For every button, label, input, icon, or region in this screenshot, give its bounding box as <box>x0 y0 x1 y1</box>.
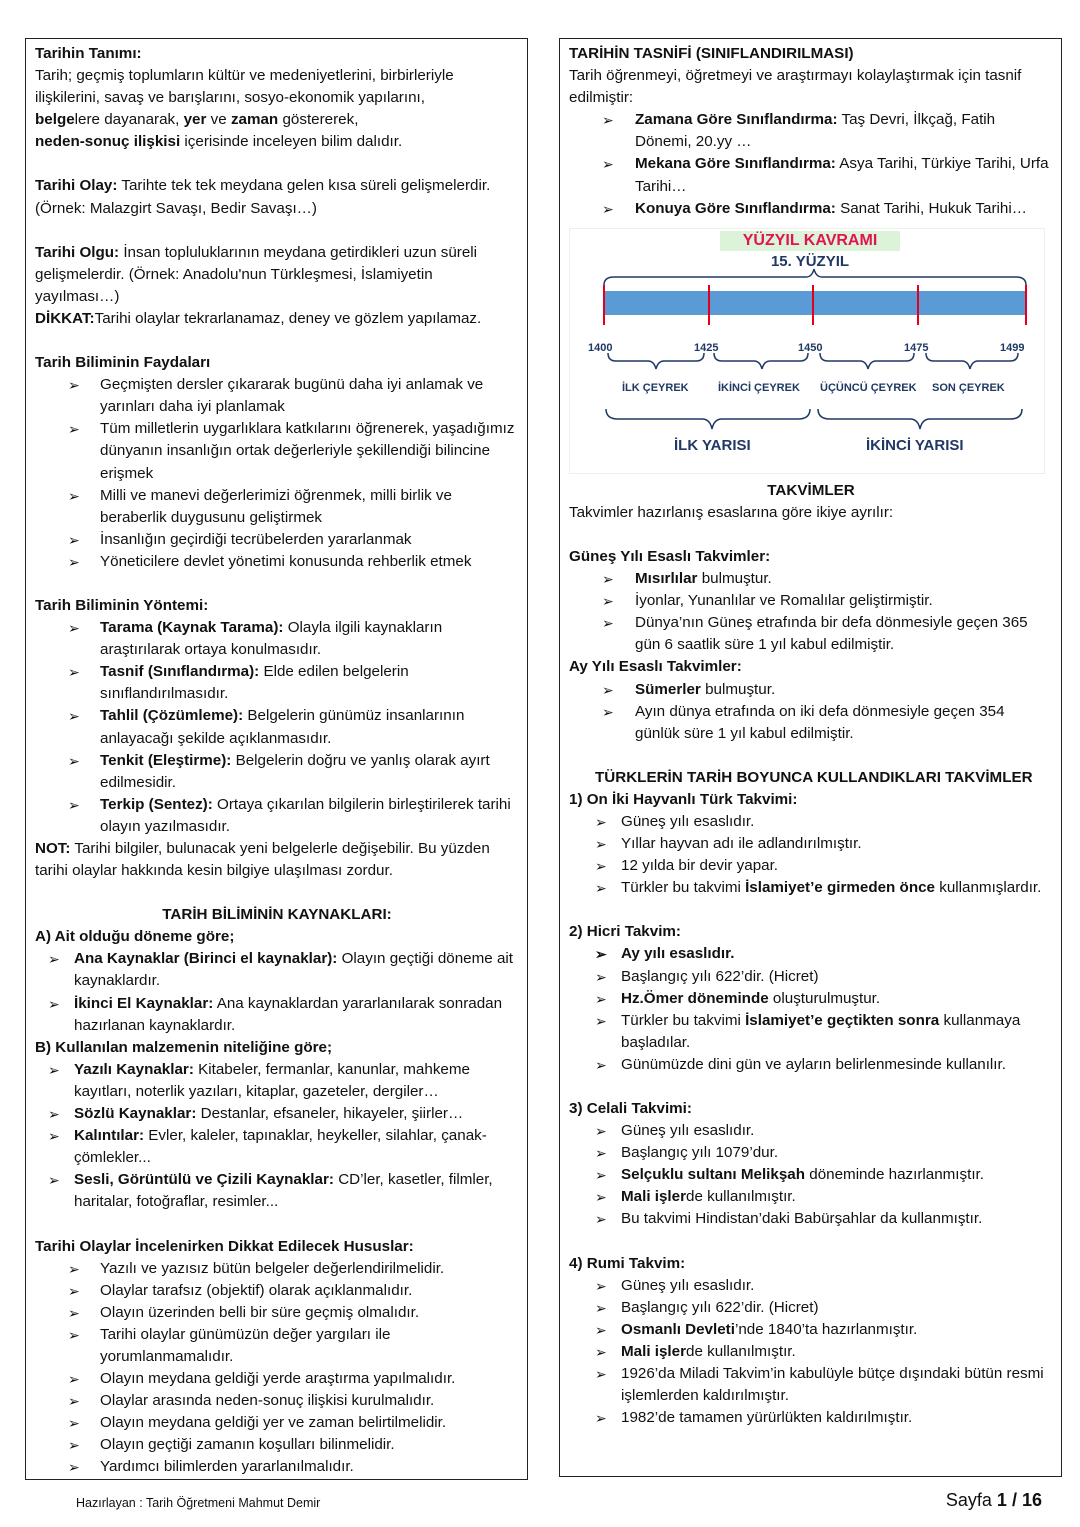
ay-title: Ay Yılı Esaslı Takvimler: <box>569 658 742 676</box>
list-item: ➢ Türkler bu takvimi İslamiyet’e girmeden önce kullanmışlardır. <box>569 877 1053 899</box>
quarter-label: SON ÇEYREK <box>932 381 1005 394</box>
tasnif-title: TARİHİN TASNİFİ (SINIFLANDIRILMASI) <box>569 45 854 62</box>
tanim-text: Tarih; geçmiş toplumların kültür ve medeniyetlerini, birbirleriyle ilişkilerini, savaş ve barışlarını, sosyo-ekonomik yapılarını, belgelere dayanarak, yer ve zaman göstererek, neden-sonuç ilişkisi içerisinde inceleyen bilim dalıdır. <box>35 67 454 151</box>
list-item: ➢ Mısırlılar bulmuştur. <box>569 568 1053 590</box>
list-item: ➢ Ana Kaynaklar (Birinci el kaynaklar): Olayın geçtiği döneme ait kaynaklardır. <box>35 948 519 992</box>
half-brace-2 <box>818 409 1022 429</box>
list-item: ➢ Milli ve manevi değerlerimizi öğrenmek, milli birlik ve beraberlik duygusunu geliştirmek <box>35 485 519 529</box>
quarter-label: İKİNCİ ÇEYREK <box>718 381 800 394</box>
list-item: ➢ Tenkit (Eleştirme): Belgelerin doğru ve yanlış olarak ayırt edilmesidir. <box>35 750 519 794</box>
ay-list <box>569 679 1053 745</box>
list-item: ➢ Mekana Göre Sınıflandırma: Asya Tarihi, Türkiye Tarihi, Urfa Tarihi… <box>569 153 1053 197</box>
t4-list <box>569 1275 1053 1430</box>
tanim-title: Tarihin Tanımı: <box>35 45 142 62</box>
quarter-label: İLK ÇEYREK <box>622 381 689 394</box>
list-item: ➢ Başlangıç yılı 1079’dur. <box>569 1142 1053 1164</box>
page-number: Sayfa 1 / 16 <box>945 1490 1042 1510</box>
list-item: ➢ Ay yılı esaslıdır. <box>569 943 1053 965</box>
list-item: ➢ Hz.Ömer döneminde oluşturulmuştur. <box>569 988 1053 1010</box>
husus-list <box>35 1258 519 1479</box>
list-item: ➢ Tüm milletlerin uygarlıklara katkılarını öğrenerek, yaşadığımız dünyanın insanlığın ortak değerleriyle şekillendiği bilincine erişmek <box>35 418 519 484</box>
list-item: ➢ İnsanlığın geçirdiği tecrübelerden yararlanmak <box>35 529 519 551</box>
list-item: ➢ Sümerler bulmuştur. <box>569 679 1053 701</box>
list-item: ➢ Sözlü Kaynaklar: Destanlar, efsaneler, hikayeler, şiirler… <box>35 1103 519 1125</box>
list-item: ➢ Osmanlı Devleti’nde 1840’ta hazırlanmıştır. <box>569 1319 1053 1341</box>
t1-list <box>569 811 1053 899</box>
list-item: ➢ Terkip (Sentez): Ortaya çıkarılan bilgilerin birleştirilerek tarihi olayın yazılmasıdır. <box>35 794 519 838</box>
takvim-text: Takvimler hazırlanış esaslarına göre ikiye ayrılır: <box>569 503 894 521</box>
list-item: ➢ Güneş yılı esaslıdır. <box>569 811 1053 833</box>
tasnif-list <box>569 109 1053 219</box>
century-brace <box>604 269 1026 285</box>
t2-title: 2) Hicri Takvim: <box>569 923 681 941</box>
author-footer: Hazırlayan : Tarih Öğretmeni Mahmut Demir <box>76 1496 321 1510</box>
list-item: ➢ Mali işlerde kullanılmıştır. <box>569 1186 1053 1208</box>
fayda-title: Tarih Biliminin Faydaları <box>35 354 211 372</box>
kaynak-a-list <box>35 948 519 1036</box>
kaynak-b-list <box>35 1059 519 1214</box>
half-label: İLK YARISI <box>674 436 751 454</box>
list-item: ➢ Dünya’nın Güneş etrafında bir defa dönmesiyle geçen 365 gün 6 saatlik süre 1 yıl kabul edilmiştir. <box>569 612 1053 656</box>
quarter-brace-3 <box>820 353 914 369</box>
list-item: ➢ Yardımcı bilimlerden yararlanılmalıdır. <box>35 1456 519 1478</box>
olgu-text: Tarihi Olgu: İnsan topluluklarının meydana getirdikleri uzun süreli gelişmelerdir. (Örnek: Anadolu'nun Türkleşmesi, İslamiyetin yayılması…) <box>35 243 478 305</box>
quarter-label: ÜÇÜNCÜ ÇEYREK <box>820 381 917 394</box>
list-item: ➢ Mali işlerde kullanılmıştır. <box>569 1341 1053 1363</box>
list-item: ➢ Yıllar hayvan adı ile adlandırılmıştır. <box>569 833 1053 855</box>
list-item: ➢ Olayın üzerinden belli bir süre geçmiş olmalıdır. <box>35 1302 519 1324</box>
list-item: ➢ Yazılı ve yazısız bütün belgeler değerlendirilmelidir. <box>35 1258 519 1280</box>
t4-title: 4) Rumi Takvim: <box>569 1254 686 1272</box>
year-label: 1499 <box>1000 341 1025 354</box>
timeline-title: YÜZYIL KAVRAMI <box>720 231 900 251</box>
gunes-list <box>569 568 1053 656</box>
list-item: ➢ Yazılı Kaynaklar: Kitabeler, fermanlar, kanunlar, mahkeme kayıtları, noterlik yazıları, kitaplar, gazeteler, dergiler… <box>35 1059 519 1103</box>
list-item: ➢ Selçuklu sultanı Melikşah döneminde hazırlanmıştır. <box>569 1164 1053 1186</box>
timeline-bar <box>604 291 1026 315</box>
timeline-subtitle: 15. YÜZYIL <box>770 252 850 270</box>
list-item: ➢ Olayın geçtiği zamanın koşulları bilinmelidir. <box>35 1434 519 1456</box>
year-label: 1400 <box>588 341 613 354</box>
list-item: ➢ Olaylar arasında neden-sonuç ilişkisi kurulmalıdır. <box>35 1390 519 1412</box>
list-item: ➢ Kalıntılar: Evler, kaleler, tapınaklar, heykeller, silahlar, çanak-çömlekler... <box>35 1125 519 1169</box>
turk-takvim-title: TÜRKLERİN TARİH BOYUNCA KULLANDIKLARI TAKVİMLER <box>595 768 1033 786</box>
year-label: 1475 <box>904 341 929 354</box>
list-item: ➢ Olayın meydana geldiği yer ve zaman belirtilmelidir. <box>35 1412 519 1434</box>
list-item: ➢ Güneş yılı esaslıdır. <box>569 1120 1053 1142</box>
half-brace-1 <box>606 409 810 429</box>
list-item: ➢ Başlangıç yılı 622’dir. (Hicret) <box>569 966 1053 988</box>
kaynak-a-title: A) Ait olduğu döneme göre; <box>35 928 235 946</box>
list-item: ➢ Yöneticilere devlet yönetimi konusunda rehberlik etmek <box>35 551 519 573</box>
list-item: ➢ Günümüzde dini gün ve ayların belirlenmesinde kullanılır. <box>569 1054 1053 1076</box>
list-item: ➢ Sesli, Görüntülü ve Çizili Kaynaklar: CD’ler, kasetler, filmler, haritalar, fotoğraflar, resimler... <box>35 1169 519 1213</box>
dikkat-text: DİKKAT:Tarihi olaylar tekrarlanamaz, deney ve gözlem yapılamaz. <box>35 309 482 327</box>
year-label: 1425 <box>694 341 719 354</box>
yontem-title: Tarih Biliminin Yöntemi: <box>35 596 209 614</box>
list-item: ➢ 12 yılda bir devir yapar. <box>569 855 1053 877</box>
yontem-list <box>35 617 519 838</box>
kaynak-title: TARİH BİLİMİNİN KAYNAKLARI: <box>162 906 392 924</box>
half-label: İKİNCİ YARISI <box>866 436 964 454</box>
list-item: ➢ Bu takvimi Hindistan’daki Babürşahlar da kullanmıştır. <box>569 1208 1053 1230</box>
t3-list <box>569 1120 1053 1230</box>
takvim-title: TAKVİMLER <box>767 481 855 499</box>
list-item: ➢ Güneş yılı esaslıdır. <box>569 1275 1053 1297</box>
not-text: NOT: Tarihi bilgiler, bulunacak yeni belgelerle değişebilir. Bu yüzden tarihi olaylar hakkında kesin bilgiye ulaşılması zordur. <box>35 840 490 880</box>
list-item: ➢ Olayın meydana geldiği yerde araştırma yapılmalıdır. <box>35 1368 519 1390</box>
list-item: ➢ Konuya Göre Sınıflandırma: Sanat Tarihi, Hukuk Tarihi… <box>569 198 1053 220</box>
list-item: ➢ İkinci El Kaynaklar: Ana kaynaklardan yararlanılarak sonradan hazırlanan kaynaklardır. <box>35 993 519 1037</box>
list-item: ➢ 1926’da Miladi Takvim’in kabulüyle bütçe dışındaki bütün resmi işlemlerden kaldırılmıştır. <box>569 1363 1053 1407</box>
year-label: 1450 <box>798 341 823 354</box>
olay-text: Tarihi Olay: Tarihte tek tek meydana gelen kısa süreli gelişmelerdir. (Örnek: Malazgirt Savaşı, Bedir Savaşı…) <box>35 177 491 217</box>
fayda-list <box>35 374 519 573</box>
kaynak-b-title: B) Kullanılan malzemenin niteliğine göre; <box>35 1038 333 1056</box>
list-item: ➢ Zamana Göre Sınıflandırma: Taş Devri, İlkçağ, Fatih Dönemi, 20.yy … <box>569 109 1053 153</box>
quarter-brace-1 <box>608 353 704 369</box>
list-item: ➢ Ayın dünya etrafında on iki defa dönmesiyle geçen 354 günlük süre 1 yıl kabul edilmiştir. <box>569 701 1053 745</box>
t1-title: 1) On İki Hayvanlı Türk Takvimi: <box>569 790 798 808</box>
list-item: ➢ Olaylar tarafsız (objektif) olarak açıklanmalıdır. <box>35 1280 519 1302</box>
list-item: ➢ 1982’de tamamen yürürlükten kaldırılmıştır. <box>569 1407 1053 1429</box>
husus-title: Tarihi Olaylar İncelenirken Dikkat Edilecek Hususlar: <box>35 1237 414 1255</box>
tasnif-text: Tarih öğrenmeyi, öğretmeyi ve araştırmayı kolaylaştırmak için tasnif edilmiştir: <box>569 67 1022 107</box>
right-column <box>559 38 1062 1477</box>
list-item: ➢ Geçmişten dersler çıkararak bugünü daha iyi anlamak ve yarınları daha iyi planlamak <box>35 374 519 418</box>
list-item: ➢ Tasnif (Sınıflandırma): Elde edilen belgelerin sınıflandırılmasıdır. <box>35 661 519 705</box>
gunes-title: Güneş Yılı Esaslı Takvimler: <box>569 547 771 565</box>
list-item: ➢ İyonlar, Yunanlılar ve Romalılar geliştirmiştir. <box>569 590 1053 612</box>
century-timeline <box>569 228 1045 474</box>
list-item: ➢ Tarama (Kaynak Tarama): Olayla ilgili kaynakların araştırılarak ortaya konulmasıdır. <box>35 617 519 661</box>
left-column <box>25 38 528 1480</box>
t2-list <box>569 943 1053 1076</box>
t3-title: 3) Celali Takvimi: <box>569 1100 692 1117</box>
quarter-brace-2 <box>714 353 808 369</box>
list-item: ➢ Başlangıç yılı 622’dir. (Hicret) <box>569 1297 1053 1319</box>
list-item: ➢ Tarihi olaylar günümüzün değer yargıları ile yorumlanmamalıdır. <box>35 1324 519 1368</box>
list-item: ➢ Türkler bu takvimi İslamiyet’e geçtikten sonra kullanmaya başladılar. <box>569 1010 1053 1054</box>
list-item: ➢ Tahlil (Çözümleme): Belgelerin günümüz insanlarının anlayacağı şekilde açıklanmasıdır. <box>35 705 519 749</box>
